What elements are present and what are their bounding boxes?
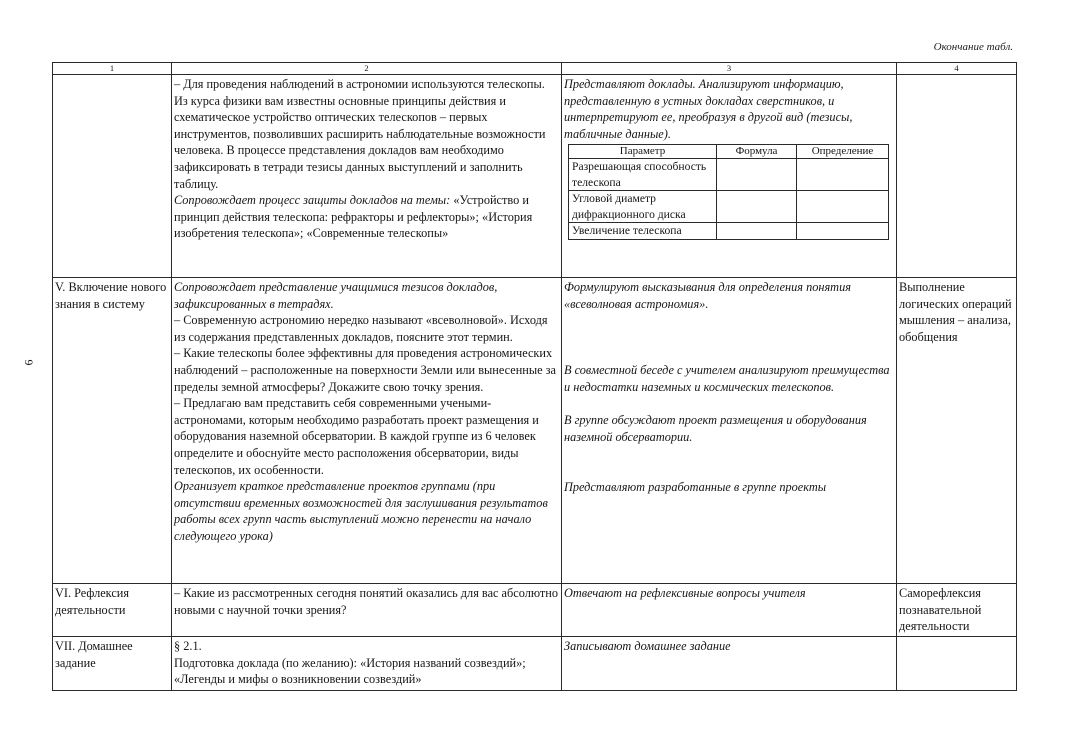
teacher-paragraph: Организует краткое представление проектов группами (при отсутствии временных возможностей для заслушивания результатов работы всех групп часть выступлений можно перенести на начало следующего урока) [174,479,548,543]
parameter-cell [717,223,797,240]
teacher-paragraph: – Предлагаю вам представить себя современными учеными-астрономами, которым необходимо разработать проект размещения и оборудования наземной обсерватории. В каждой группе из 6 человек определите и обоснуйте место расположения обсерватории, виды телескопов, их особенности. [174,396,539,477]
student-paragraph: Представляют разработанные в группе проекты [564,479,827,494]
table-row [53,584,1017,637]
teacher-paragraph: § 2.1. [174,639,202,653]
teacher-paragraph: – Для проведения наблюдений в астрономии используются телескопы. Из курса физики вам известны основные принципы действия и схематическое устройство оптических телескопов – первых инструментов, позволивших расширить наблюдательные возможности человека. В процессе представления докладов вам необходимо зафиксировать в тетради тезисы данных выступлений и заполнить таблицу. [174,77,546,191]
uud-cell [897,75,1017,278]
parameter-table [568,144,889,240]
student-paragraph: Записывают домашнее задание [564,639,731,653]
teacher-paragraph [174,192,559,242]
parameter-header-cell: Определение [797,145,889,159]
student-paragraph: В группе обсуждают проект размещения и оборудования наземной обсерватории. [564,413,867,444]
student-activity-cell [562,584,897,637]
parameter-table-row [569,159,889,191]
parameter-cell [797,191,889,223]
uud-cell [897,637,1017,691]
teacher-activity-cell [172,278,562,584]
teacher-paragraph: Сопровождает представление учащимися тезисов докладов, зафиксированных в тетрадях. [174,280,498,311]
teacher-paragraph: – Современную астрономию нередко называют «всеволновой». Исходя из содержания представленных докладов, поясните этот термин. [174,313,548,344]
parameter-cell: Разрешающая способность телескопа [569,159,717,191]
table-row [53,75,1017,278]
stage-cell: VII. Домашнее задание [53,637,172,691]
teacher-paragraph: – Какие из рассмотренных сегодня понятий оказались для вас абсолютно новыми с научной точки зрения? [174,586,558,617]
teacher-paragraph: – Какие телескопы более эффективны для проведения астрономических наблюдений – расположенные на поверхности Земли или вынесенные за пределы земной атмосферы? Докажите свою точку зрения. [174,346,556,394]
student-paragraph: Представляют доклады. Анализируют информацию, представленную в устных докладах сверстников, и интерпретируют ее, преобразуя в другой вид (тезисы, табличные данные). [564,77,853,141]
uud-cell: Саморефлексия познавательной деятельности [897,584,1017,637]
parameter-cell [717,191,797,223]
student-activity-cell [562,637,897,691]
uud-cell: Выполнение логических операций мышления – анализа, обобщения [897,278,1017,584]
teacher-paragraph: Подготовка доклада (по желанию): «История названий созвездий»; «Легенды и мифы о возникновении созвездий» [174,655,526,687]
parameter-cell [797,223,889,240]
student-activity-cell [562,278,897,584]
student-paragraph: В совместной беседе с учителем анализируют преимущества и недостатки наземных и космических телескопов. [564,363,890,394]
student-activity-cell [562,75,897,278]
column-number: 3 [562,63,897,75]
parameter-cell: Увеличение телескопа [569,223,717,240]
parameter-table-header [569,145,889,159]
parameter-cell [717,159,797,191]
teacher-italic-text: Сопровождает процесс защиты докладов на темы: [174,193,451,208]
column-number: 1 [53,63,172,75]
parameter-table-row [569,223,889,240]
column-number: 2 [172,63,562,75]
stage-cell [53,75,172,278]
column-number: 4 [897,63,1017,75]
teacher-topics-text: «Устройство и принцип действия телескопа: рефракторы и рефлекторы»; «История изобретения телескопа»; «Современные телескопы» [174,193,533,241]
parameter-cell [797,159,889,191]
teacher-activity-cell [172,75,562,278]
teacher-activity-cell [172,584,562,637]
table-row [53,637,1017,691]
teacher-activity-cell [172,637,562,691]
table-row [53,278,1017,584]
parameter-header-cell: Формула [717,145,797,159]
parameter-header-cell: Параметр [569,145,717,159]
table-continuation-caption: Окончание табл. [933,41,1013,53]
parameter-cell: Угловой диаметр дифракционного диска [569,191,717,223]
stage-cell: V. Включение нового знания в систему [53,278,172,584]
lesson-plan-table [52,62,1017,691]
parameter-table-row [569,191,889,223]
student-paragraph: Формулируют высказывания для определения понятия «всеволновая астрономия». [564,280,851,311]
page-number: 6 [21,359,36,366]
column-number-row [53,63,1017,75]
stage-cell: VI. Рефлексия деятельности [53,584,172,637]
student-paragraph: Отвечают на рефлексивные вопросы учителя [564,586,806,600]
